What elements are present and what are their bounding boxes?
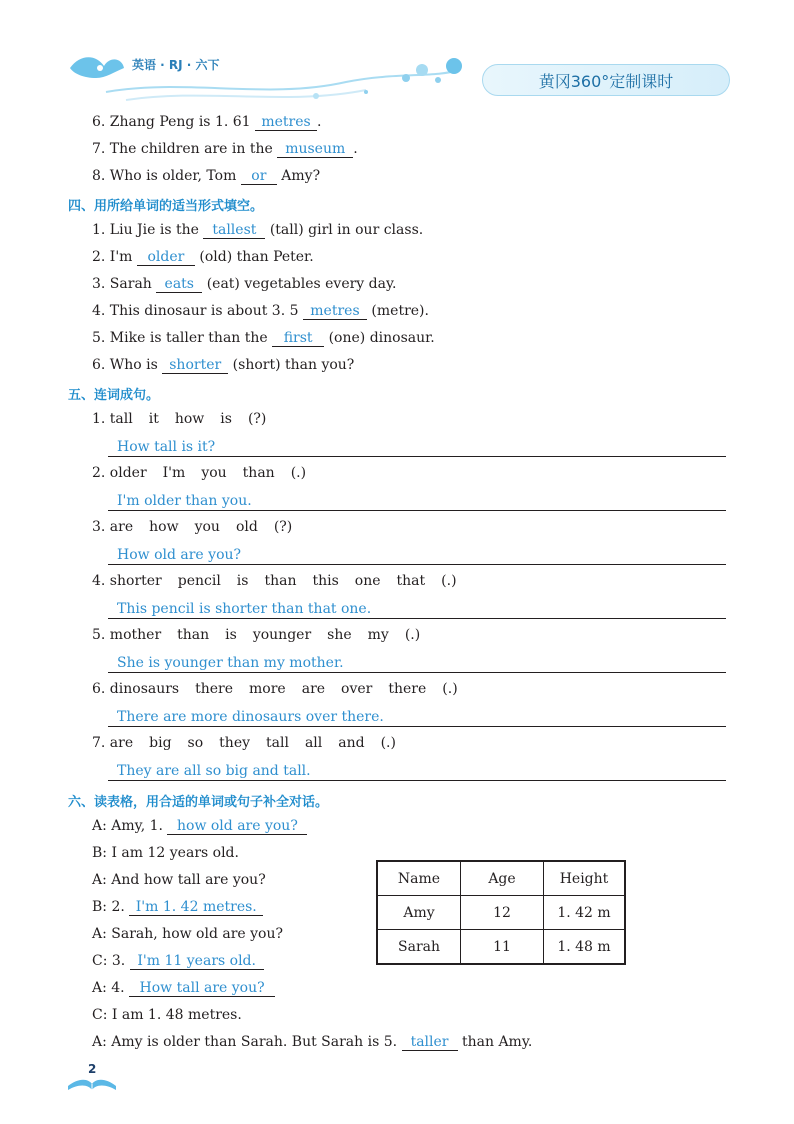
section3-item-6: 6. Zhang Peng is 1. 61 metres . <box>92 114 322 130</box>
dialogue-line-7: A: 4. How tall are you? <box>92 980 275 997</box>
dialogue-line-5: A: Sarah, how old are you? <box>92 926 284 942</box>
section5-words-1: 1. tall it how is (?) <box>92 411 267 427</box>
section5-answer-6: There are more dinosaurs over there. <box>108 708 726 727</box>
dialogue-line-9: A: Amy is older than Sarah. But Sarah is 5. taller than Amy. <box>92 1034 533 1050</box>
page-number: 2 <box>88 1062 97 1076</box>
table-cell: Sarah <box>377 930 461 965</box>
answer-blank: How tall are you? <box>129 980 275 997</box>
dialogue-line-1: A: Amy, 1. how old are you? <box>92 818 307 835</box>
table-row <box>377 930 625 965</box>
section4-item-5: 5. Mike is taller than the first (one) dinosaur. <box>92 330 435 346</box>
answer-blank: how old are you? <box>167 818 307 835</box>
answer-blank: or <box>241 168 277 185</box>
answer-blank: tallest <box>203 222 265 239</box>
section4-item-4: 4. This dinosaur is about 3. 5 metres (metre). <box>92 303 429 319</box>
dialogue-line-6: C: 3. I'm 11 years old. <box>92 953 264 970</box>
dialogue-line-4: B: 2. I'm 1. 42 metres. <box>92 899 263 916</box>
answer-blank: museum <box>277 141 353 158</box>
section5-words-7: 7. are big so they tall all and (.) <box>92 735 396 751</box>
answer-blank: shorter <box>162 357 228 374</box>
section3-item-8: 8. Who is older, Tom or Amy? <box>92 168 321 184</box>
section5-words-2: 2. older I'm you than (.) <box>92 465 307 481</box>
section5-answer-4: This pencil is shorter than that one. <box>108 600 726 619</box>
section4-heading: 四、用所给单词的适当形式填空。 <box>68 199 264 214</box>
table-header-cell: Height <box>544 861 626 896</box>
section5-answer-7: They are all so big and tall. <box>108 762 726 781</box>
answer-blank: metres <box>255 114 317 131</box>
header-brand-badge: 黄冈360°定制课时 <box>482 64 730 96</box>
table-header-cell: Name <box>377 861 461 896</box>
bird-wave-icon <box>66 48 466 108</box>
table-cell: 12 <box>461 896 544 930</box>
table-row <box>377 896 625 930</box>
dialogue-line-2: B: I am 12 years old. <box>92 845 239 861</box>
table-cell: 11 <box>461 930 544 965</box>
table-header-row <box>377 861 625 896</box>
section5-answer-5: She is younger than my mother. <box>108 654 726 673</box>
answer-blank: I'm 1. 42 metres. <box>129 899 263 916</box>
answer-blank: metres <box>303 303 367 320</box>
answer-blank: I'm 11 years old. <box>130 953 264 970</box>
section5-answer-1: How tall is it? <box>108 438 726 457</box>
section5-words-5: 5. mother than is younger she my (.) <box>92 627 421 643</box>
table-cell: 1. 48 m <box>544 930 626 965</box>
answer-blank: older <box>137 249 195 266</box>
answer-blank: eats <box>156 276 202 293</box>
info-table <box>376 860 626 965</box>
page-footer <box>66 1062 118 1092</box>
dialogue-line-3: A: And how tall are you? <box>92 872 266 888</box>
dialogue-line-8: C: I am 1. 48 metres. <box>92 1007 242 1023</box>
section5-words-4: 4. shorter pencil is than this one that (.) <box>92 573 457 589</box>
table-cell: Amy <box>377 896 461 930</box>
book-icon <box>66 1074 118 1092</box>
section5-words-6: 6. dinosaurs there more are over there (.) <box>92 681 458 697</box>
answer-blank: taller <box>402 1034 458 1051</box>
section5-answer-3: How old are you? <box>108 546 726 565</box>
table-header-cell: Age <box>461 861 544 896</box>
section4-item-6: 6. Who is shorter (short) than you? <box>92 357 355 373</box>
section4-item-2: 2. I'm older (old) than Peter. <box>92 249 314 265</box>
section5-heading: 五、连词成句。 <box>68 388 160 403</box>
section4-item-1: 1. Liu Jie is the tallest (tall) girl in our class. <box>92 222 424 238</box>
table-cell: 1. 42 m <box>544 896 626 930</box>
answer-blank: first <box>272 330 324 347</box>
header-subject: 英语 · RJ · 六下 <box>132 58 220 72</box>
section3-item-7: 7. The children are in the museum . <box>92 141 358 157</box>
section6-heading: 六、读表格，用合适的单词或句子补全对话。 <box>68 795 329 810</box>
header-decoration <box>66 48 466 108</box>
section5-answer-2: I'm older than you. <box>108 492 726 511</box>
section5-words-3: 3. are how you old (?) <box>92 519 293 535</box>
section4-item-3: 3. Sarah eats (eat) vegetables every day. <box>92 276 397 292</box>
